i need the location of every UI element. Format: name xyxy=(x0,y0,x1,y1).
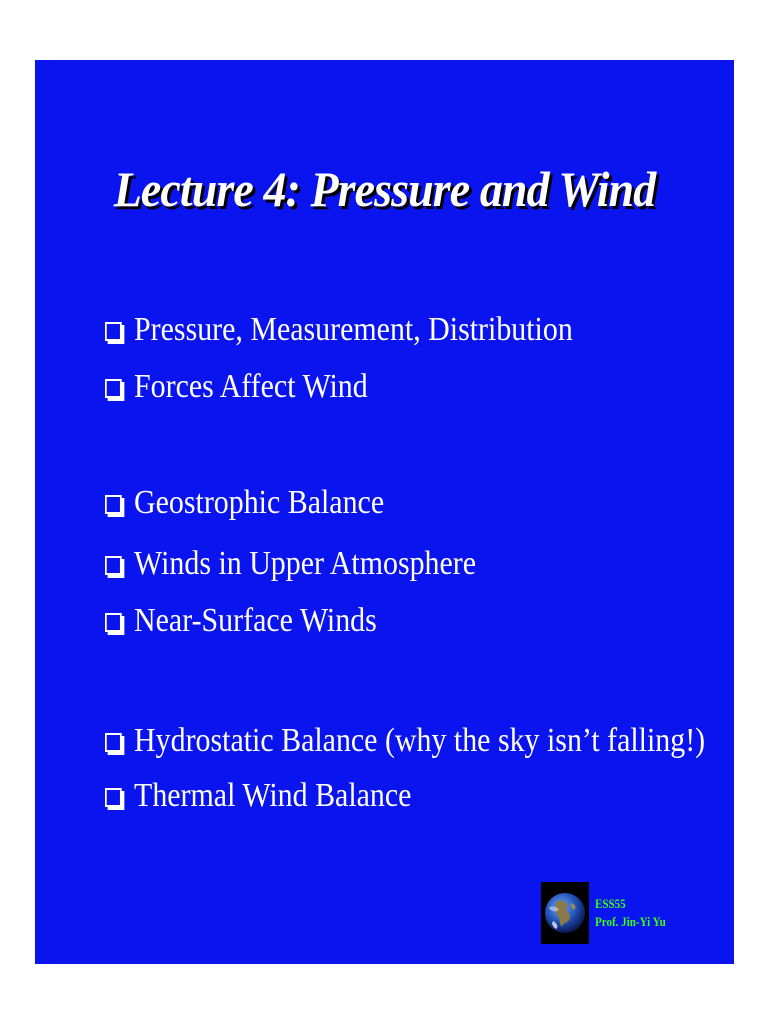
bullet-text: Hydrostatic Balance (why the sky isn’t falling!) xyxy=(134,722,706,759)
checkbox-bullet-icon xyxy=(105,556,122,575)
bullet-item xyxy=(105,601,377,641)
earth-globe-icon xyxy=(541,882,589,944)
slide xyxy=(35,60,734,964)
bullet-text: Thermal Wind Balance xyxy=(134,777,412,814)
bullet-text: Near-Surface Winds xyxy=(134,602,377,639)
bullet-item xyxy=(105,721,705,761)
checkbox-bullet-icon xyxy=(105,613,122,632)
bullet-text: Geostrophic Balance xyxy=(134,484,385,521)
bullet-item xyxy=(105,367,368,407)
checkbox-bullet-icon xyxy=(105,495,122,514)
checkbox-bullet-icon xyxy=(105,788,122,807)
course-code: ESS55 xyxy=(595,896,626,911)
bullet-item xyxy=(105,544,476,584)
checkbox-bullet-icon xyxy=(105,733,122,752)
checkbox-bullet-icon xyxy=(105,379,122,398)
bullet-text: Forces Affect Wind xyxy=(134,368,368,405)
bullet-text: Winds in Upper Atmosphere xyxy=(134,545,477,582)
slide-title: Lecture 4: Pressure and Wind xyxy=(113,161,656,217)
bullet-item xyxy=(105,310,573,350)
bullet-item xyxy=(105,776,411,816)
checkbox-bullet-icon xyxy=(105,322,122,341)
author-name: Prof. Jin-Yi Yu xyxy=(595,914,666,929)
bullet-text: Pressure, Measurement, Distribution xyxy=(134,311,573,348)
bullet-item xyxy=(105,483,384,523)
